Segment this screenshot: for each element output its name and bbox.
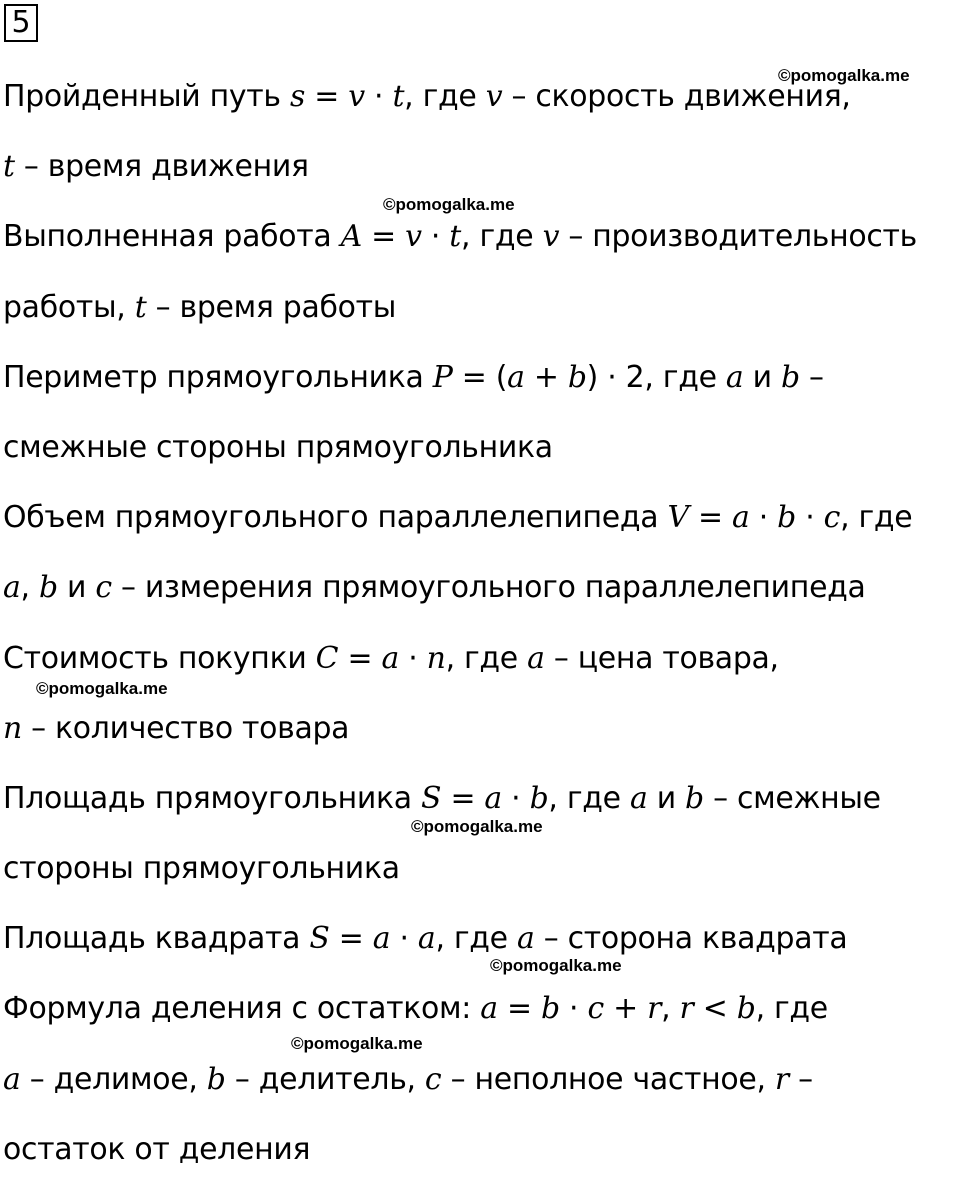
math-variable: t bbox=[134, 289, 147, 325]
text-segment: · bbox=[390, 921, 418, 957]
math-variable: b bbox=[529, 780, 549, 816]
math-variable: n bbox=[3, 710, 22, 746]
text-segment: – количество товара bbox=[21, 710, 350, 746]
text-segment: Объем прямоугольного параллелепипеда bbox=[3, 500, 668, 536]
text-segment: , где bbox=[445, 640, 528, 676]
watermark: ©pomogalka.me bbox=[383, 195, 515, 214]
watermark: ©pomogalka.me bbox=[490, 956, 622, 975]
text-segment: Пройденный путь bbox=[3, 79, 290, 114]
math-variable: a bbox=[516, 921, 535, 957]
text-segment: , bbox=[661, 991, 680, 1027]
math-variable: c bbox=[587, 991, 604, 1027]
math-variable: A bbox=[340, 219, 362, 255]
math-variable: b bbox=[736, 991, 756, 1027]
text-segment: < bbox=[693, 991, 737, 1027]
text-segment: Выполненная работа bbox=[3, 219, 341, 255]
math-variable: c bbox=[95, 570, 112, 606]
math-variable: s bbox=[289, 79, 306, 114]
text-line bbox=[3, 834, 955, 904]
text-line bbox=[3, 343, 955, 413]
math-variable: b bbox=[777, 500, 797, 536]
text-segment: остаток от деления bbox=[3, 1131, 311, 1167]
text-segment: Формула деления с остатком: bbox=[3, 991, 481, 1027]
text-segment: – смежные bbox=[703, 780, 881, 816]
text-segment: и bbox=[743, 359, 781, 395]
text-segment: = bbox=[338, 640, 382, 676]
math-variable: v bbox=[542, 219, 560, 255]
math-variable: a bbox=[417, 921, 436, 957]
text-segment: – время движения bbox=[14, 149, 309, 185]
task-number-box: 5 bbox=[4, 4, 38, 42]
math-variable: c bbox=[823, 500, 841, 536]
text-line bbox=[3, 273, 955, 343]
math-variable: t bbox=[3, 149, 15, 185]
math-variable: c bbox=[424, 1061, 442, 1097]
text-segment: , где bbox=[404, 79, 486, 114]
text-line bbox=[3, 694, 955, 764]
text-segment: – цена товара, bbox=[544, 640, 779, 676]
text-segment: , где bbox=[548, 780, 630, 816]
math-variable: b bbox=[780, 359, 800, 395]
math-variable: b bbox=[567, 359, 587, 395]
math-variable: v bbox=[405, 219, 422, 255]
text-segment: стороны прямоугольника bbox=[3, 851, 400, 887]
math-variable: a bbox=[731, 500, 750, 536]
text-segment: , где bbox=[435, 921, 517, 957]
text-line bbox=[3, 553, 955, 623]
text-line bbox=[3, 413, 955, 483]
math-variable: a bbox=[372, 921, 391, 957]
text-segment: · bbox=[501, 780, 530, 816]
math-variable: V bbox=[667, 500, 689, 536]
text-segment: = bbox=[305, 79, 349, 114]
text-segment: + bbox=[524, 359, 568, 395]
text-segment: = bbox=[497, 991, 542, 1027]
text-line bbox=[3, 483, 955, 553]
text-segment: = bbox=[688, 500, 732, 536]
math-variable: S bbox=[421, 780, 442, 816]
text-segment: , bbox=[20, 570, 39, 606]
text-segment: · bbox=[364, 79, 393, 114]
math-variable: t bbox=[449, 219, 462, 255]
math-variable: b bbox=[38, 570, 58, 606]
text-segment: · bbox=[749, 500, 778, 536]
text-segment: , где bbox=[840, 500, 913, 536]
text-segment: , где bbox=[461, 219, 543, 255]
math-variable: t bbox=[392, 79, 405, 114]
text-line bbox=[3, 1045, 955, 1115]
text-segment: Площадь прямоугольника bbox=[3, 780, 422, 816]
math-variable: a bbox=[480, 991, 498, 1027]
math-variable: v bbox=[485, 79, 503, 114]
text-segment: – bbox=[788, 1061, 813, 1097]
text-segment: · bbox=[421, 219, 450, 255]
text-segment: – неполное частное, bbox=[441, 1061, 775, 1097]
math-variable: v bbox=[348, 79, 365, 114]
math-variable: a bbox=[3, 570, 21, 606]
text-segment: = bbox=[361, 219, 406, 255]
math-variable: S bbox=[309, 921, 330, 957]
text-segment: – скорость движения, bbox=[502, 79, 851, 114]
math-variable: r bbox=[679, 991, 694, 1027]
text-segment: и bbox=[647, 780, 686, 816]
text-segment: · bbox=[796, 500, 824, 536]
math-variable: a bbox=[381, 640, 399, 676]
math-variable: b bbox=[541, 991, 560, 1027]
text-segment: Периметр прямоугольника bbox=[3, 359, 433, 395]
text-segment: = bbox=[329, 921, 373, 957]
text-line bbox=[3, 904, 955, 974]
text-segment: – измерения прямоугольного параллелепипеда bbox=[111, 570, 866, 606]
text-segment: и bbox=[57, 570, 96, 606]
text-segment: = ( bbox=[452, 359, 508, 395]
math-variable: a bbox=[725, 359, 744, 395]
text-segment: смежные стороны прямоугольника bbox=[3, 429, 553, 465]
text-segment: · bbox=[398, 640, 427, 676]
watermark: ©pomogalka.me bbox=[778, 66, 910, 85]
text-segment: Стоимость покупки bbox=[3, 640, 316, 676]
math-variable: a bbox=[3, 1061, 21, 1097]
math-variable: b bbox=[685, 780, 704, 816]
text-segment: Площадь квадрата bbox=[3, 921, 310, 957]
math-variable: r bbox=[647, 991, 662, 1027]
text-segment: – производительность bbox=[559, 219, 917, 255]
text-line bbox=[3, 974, 955, 1044]
math-variable: n bbox=[426, 640, 446, 676]
watermark: ©pomogalka.me bbox=[291, 1034, 423, 1053]
math-variable: a bbox=[527, 640, 545, 676]
math-variable: P bbox=[432, 359, 453, 395]
text-segment: · bbox=[559, 991, 588, 1027]
watermark: ©pomogalka.me bbox=[411, 817, 543, 836]
math-variable: r bbox=[774, 1061, 789, 1097]
formula-list bbox=[3, 62, 958, 1185]
text-segment: – время работы bbox=[146, 289, 397, 325]
text-segment: = bbox=[441, 780, 485, 816]
text-segment: – делимое, bbox=[20, 1061, 207, 1097]
math-variable: a bbox=[507, 359, 525, 395]
text-segment: + bbox=[603, 991, 648, 1027]
math-variable: a bbox=[629, 780, 648, 816]
text-line bbox=[3, 1115, 955, 1185]
text-segment: – сторона квадрата bbox=[534, 921, 848, 957]
math-variable: b bbox=[206, 1061, 226, 1097]
watermark: ©pomogalka.me bbox=[36, 679, 168, 698]
text-segment: – bbox=[799, 359, 824, 395]
text-segment: ) · 2, где bbox=[586, 359, 726, 395]
text-line bbox=[3, 132, 955, 202]
text-segment: , где bbox=[755, 991, 828, 1027]
text-segment: работы, bbox=[3, 289, 135, 325]
text-segment: – делитель, bbox=[225, 1061, 425, 1097]
math-variable: a bbox=[484, 780, 502, 816]
math-variable: C bbox=[315, 640, 339, 676]
